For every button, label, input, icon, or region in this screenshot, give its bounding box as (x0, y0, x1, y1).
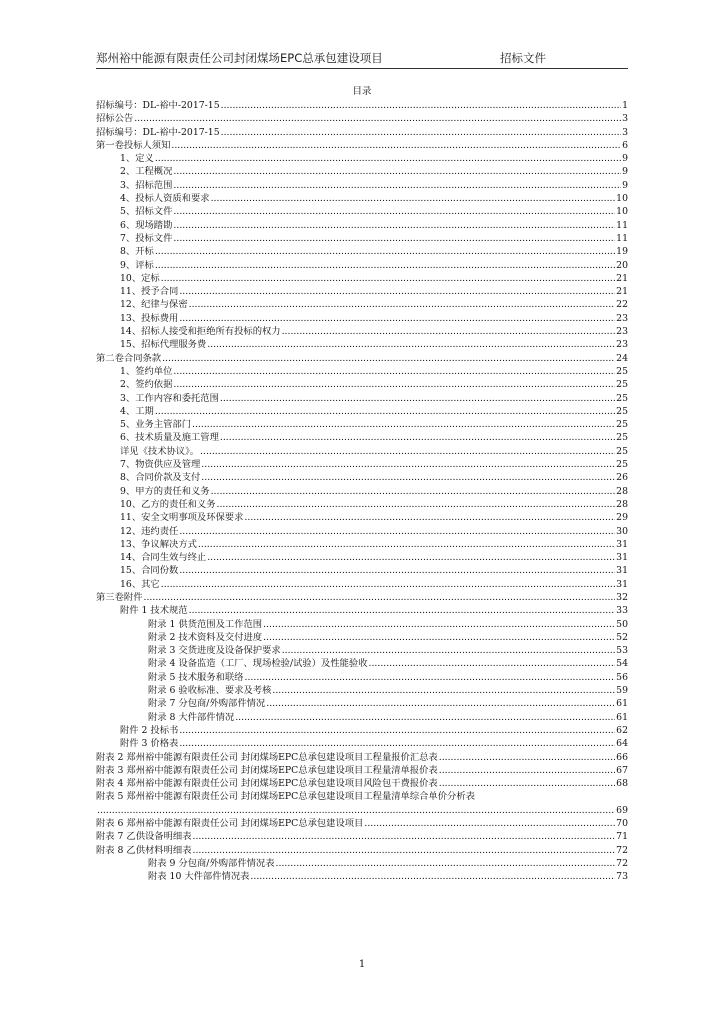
toc-entry-page: 23 (616, 326, 628, 338)
toc-dot-leader (217, 498, 616, 511)
toc-entry-page: 25 (616, 392, 628, 404)
toc-entry-page: 31 (616, 538, 628, 550)
toc-entry[interactable] (96, 538, 628, 551)
toc-dot-leader (155, 259, 615, 272)
toc-entry-title: 4、投标人资质和要求 (120, 193, 210, 205)
toc-entry-page: 25 (616, 365, 628, 377)
toc-dot-leader (207, 551, 615, 564)
toc-dot-leader (179, 564, 615, 577)
toc-entry-page: 9 (622, 166, 628, 178)
toc-entry-page: 25 (616, 419, 628, 431)
toc-entry[interactable] (96, 657, 628, 670)
toc-entry-page: 68 (616, 778, 628, 790)
toc-entry-page: 53 (616, 645, 628, 657)
toc-entry-page: 59 (616, 685, 628, 697)
toc-entry-title: 详见《技术协议》。 (120, 445, 200, 457)
toc-entry-page: 3 (622, 126, 628, 138)
toc-entry-title: 附表 3 郑州裕中能源有限责任公司 封闭煤场EPC总承包建设项目工程量清单报价表 (96, 764, 438, 776)
toc-entry-title: 招标编号：DL-裕中-2017-15 (96, 126, 220, 138)
toc-entry-page: 10 (616, 206, 628, 218)
toc-entry-title: 5、业务主管部门 (120, 419, 191, 431)
toc-entry-page: 28 (616, 485, 628, 497)
toc-entry-title: 附件 3 价格表 (120, 738, 179, 750)
toc-dot-leader (201, 471, 615, 484)
toc-dot-leader (198, 538, 615, 551)
toc-entry[interactable] (96, 485, 628, 498)
toc-entry[interactable] (96, 697, 628, 710)
toc-dot-leader (179, 737, 615, 750)
toc-dot-leader (272, 684, 615, 697)
toc-entry-page: 11 (616, 232, 628, 244)
toc-entry-title: 附录 4 设备监造（工厂、现场检验/试验）及性能验收 (148, 658, 368, 670)
toc-entry-page: 52 (616, 631, 628, 643)
toc-dot-leader (162, 352, 615, 365)
toc-entry-page: 50 (616, 618, 628, 630)
toc-entry[interactable] (96, 272, 628, 285)
toc-dot-leader (200, 445, 615, 458)
toc-entry[interactable] (96, 631, 628, 644)
toc-entry-title: 4、工期 (120, 405, 154, 417)
toc-entry-page: 10 (616, 193, 628, 205)
toc-entry-title: 10、定标 (120, 272, 160, 284)
toc-entry-page: 72 (616, 857, 628, 869)
toc-entry[interactable] (96, 737, 628, 750)
toc-entry[interactable] (96, 152, 628, 165)
toc-entry-title: 附录 1 供货范围及工作范围 (148, 618, 263, 630)
toc-entry[interactable] (96, 511, 628, 524)
toc-entry-page: 25 (616, 432, 628, 444)
toc-entry-page: 21 (616, 286, 628, 298)
toc-entry[interactable] (96, 405, 628, 418)
toc-entry-title: 附表 7 乙供设备明细表 (96, 831, 192, 843)
toc-entry[interactable] (96, 777, 628, 790)
table-of-contents (96, 99, 628, 884)
toc-entry[interactable] (96, 790, 628, 803)
toc-entry-page: 69 (616, 804, 628, 816)
toc-entry-page: 25 (616, 405, 628, 417)
toc-entry[interactable] (96, 551, 628, 564)
toc-entry-page: 66 (616, 751, 628, 763)
toc-entry-title: 12、纪律与保密 (120, 299, 188, 311)
toc-entry-title: 10、乙方的责任和义务 (120, 498, 216, 510)
toc-entry-page: 21 (616, 272, 628, 284)
toc-dot-leader (171, 139, 621, 152)
toc-entry-page: 61 (616, 711, 628, 723)
toc-entry-title: 附录 2 技术资料及交付进度 (148, 631, 263, 643)
toc-entry-page: 67 (616, 764, 628, 776)
toc-entry[interactable] (96, 378, 628, 391)
toc-dot-leader (155, 405, 615, 418)
toc-dot-leader (173, 365, 615, 378)
toc-entry-page: 54 (616, 658, 628, 670)
toc-dot-leader (244, 511, 615, 524)
toc-entry-title: 6、技术质量及施工管理 (120, 432, 219, 444)
toc-entry-title: 7、投标文件 (120, 232, 173, 244)
toc-entry-page: 9 (622, 153, 628, 165)
toc-entry[interactable] (96, 857, 628, 870)
toc-entry-title: 5、招标文件 (120, 206, 173, 218)
toc-dot-leader (179, 525, 615, 538)
toc-dot-leader (179, 285, 615, 298)
toc-entry-title: 11、安全文明事项及环保要求 (120, 512, 244, 524)
toc-entry-title: 15、招标代理服务费 (120, 339, 207, 351)
toc-entry[interactable] (96, 232, 628, 245)
toc-entry-title: 8、开标 (120, 246, 154, 258)
toc-dot-leader (134, 112, 621, 125)
toc-entry-title: 第一卷投标人须知 (96, 139, 171, 151)
toc-entry-page: 25 (616, 445, 628, 457)
header-document-type: 招标文件 (500, 51, 546, 65)
toc-entry-title: 3、招标范围 (120, 179, 173, 191)
toc-entry[interactable] (96, 498, 628, 511)
toc-dot-leader (364, 817, 615, 830)
toc-entry[interactable] (96, 604, 628, 617)
toc-entry-page: 61 (616, 698, 628, 710)
toc-entry-page: 72 (616, 844, 628, 856)
toc-dot-leader (173, 219, 615, 232)
toc-entry-page: 56 (616, 671, 628, 683)
toc-entry[interactable] (96, 591, 628, 604)
toc-dot-leader (439, 777, 615, 790)
toc-entry[interactable] (96, 205, 628, 218)
toc-dot-leader (221, 99, 621, 112)
toc-dot-leader (193, 844, 616, 857)
toc-entry-title: 附录 8 大件部件情况 (148, 711, 235, 723)
toc-dot-leader (155, 245, 615, 258)
toc-entry-page: 71 (616, 831, 628, 843)
toc-dot-leader (173, 378, 615, 391)
toc-entry[interactable] (96, 392, 628, 405)
toc-entry-title: 附件 1 技术规范 (120, 605, 188, 617)
toc-entry-title: 9、甲方的责任和义务 (120, 485, 210, 497)
toc-entry-page: 23 (616, 312, 628, 324)
toc-dot-leader (235, 711, 615, 724)
toc-entry-page: 31 (616, 565, 628, 577)
toc-dot-leader (207, 338, 615, 351)
toc-entry[interactable] (96, 870, 628, 883)
toc-entry-title: 15、合同份数 (120, 565, 179, 577)
toc-dot-leader (263, 618, 615, 631)
toc-dot-leader (97, 804, 615, 817)
toc-dot-leader (250, 870, 615, 883)
toc-entry-title: 招标公告 (96, 113, 134, 125)
toc-dot-leader (220, 431, 615, 444)
toc-entry-page: 1 (622, 100, 628, 111)
toc-entry-title: 12、违约责任 (120, 525, 179, 537)
toc-entry[interactable] (96, 644, 628, 657)
toc-dot-leader (276, 857, 616, 870)
toc-entry[interactable] (96, 126, 628, 139)
toc-entry-page: 31 (616, 552, 628, 564)
toc-entry-page: 31 (616, 578, 628, 590)
toc-entry-page: 26 (616, 472, 628, 484)
toc-entry-title: 13、投标费用 (120, 312, 179, 324)
toc-entry-title: 1、签约单位 (120, 365, 173, 377)
toc-entry[interactable] (96, 844, 628, 857)
toc-dot-leader (282, 325, 616, 338)
toc-entry-page: 28 (616, 498, 628, 510)
toc-dot-leader (221, 126, 621, 139)
toc-entry[interactable] (96, 165, 628, 178)
toc-entry[interactable] (96, 418, 628, 431)
toc-dot-leader (189, 298, 616, 311)
toc-entry-page: 29 (616, 512, 628, 524)
toc-entry-page: 64 (616, 738, 628, 750)
toc-entry[interactable] (96, 99, 628, 112)
toc-entry-page: 24 (616, 352, 628, 364)
toc-dot-leader (173, 179, 621, 192)
toc-entry-title: 7、物资供应及管理 (120, 459, 201, 471)
toc-dot-leader (211, 192, 616, 205)
toc-entry-title: 附表 5 郑州裕中能源有限责任公司 封闭煤场EPC总承包建设项目工程量清单综合单价分析表 (96, 791, 475, 803)
toc-entry[interactable] (96, 684, 628, 697)
toc-entry-title: 第二卷合同条款 (96, 352, 162, 364)
toc-entry-title: 16、其它 (120, 578, 160, 590)
toc-entry[interactable] (96, 431, 628, 444)
toc-entry-title: 附表 10 大件部件情况表 (148, 871, 250, 883)
toc-dot-leader (144, 591, 616, 604)
toc-dot-leader (369, 657, 616, 670)
toc-dot-leader (192, 418, 615, 431)
toc-entry-page: 20 (616, 259, 628, 271)
toc-entry[interactable] (96, 139, 628, 152)
toc-entry-page: 32 (616, 591, 628, 603)
toc-dot-leader (161, 578, 615, 591)
toc-entry-page: 6 (622, 139, 628, 151)
toc-dot-leader (439, 751, 615, 764)
toc-dot-leader (155, 152, 621, 165)
toc-entry-title: 8、合同价款及支付 (120, 472, 201, 484)
toc-dot-leader (173, 165, 621, 178)
toc-entry-title: 附表 4 郑州裕中能源有限责任公司 封闭煤场EPC总承包建设项目风险包干费报价表 (96, 778, 438, 790)
toc-entry[interactable] (96, 259, 628, 272)
toc-dot-leader (189, 604, 616, 617)
toc-entry-title: 6、现场踏勘 (120, 219, 173, 231)
toc-dot-leader (201, 458, 615, 471)
toc-entry-title: 13、争议解决方式 (120, 538, 197, 550)
toc-entry[interactable] (96, 312, 628, 325)
toc-entry-title: 2、签约依据 (120, 379, 173, 391)
toc-entry[interactable] (96, 525, 628, 538)
toc-entry-title: 招标编号：DL-裕中-2017-15 (96, 100, 220, 111)
toc-entry-title: 附录 5 技术服务和联络 (148, 671, 244, 683)
toc-entry-page: 23 (616, 339, 628, 351)
toc-entry-page: 25 (616, 379, 628, 391)
toc-entry[interactable] (96, 618, 628, 631)
toc-dot-leader (439, 764, 615, 777)
toc-entry[interactable] (96, 471, 628, 484)
toc-entry-page: 11 (616, 219, 628, 231)
toc-entry-title: 11、授予合同 (120, 286, 179, 298)
toc-title: 目录 (352, 86, 372, 97)
toc-entry[interactable] (96, 817, 628, 830)
toc-entry-page: 30 (616, 525, 628, 537)
toc-entry-title: 附表 2 郑州裕中能源有限责任公司 封闭煤场EPC总承包建设项目工程量报价汇总表 (96, 751, 438, 763)
toc-entry-title: 14、合同生效与终止 (120, 552, 207, 564)
header-divider (96, 68, 628, 69)
toc-entry[interactable] (96, 179, 628, 192)
toc-entry[interactable] (96, 245, 628, 258)
toc-dot-leader (193, 830, 616, 843)
toc-entry-title: 附录 7 分包商/外购部件情况 (148, 698, 266, 710)
toc-dot-leader (220, 392, 615, 405)
toc-entry[interactable] (96, 578, 628, 591)
toc-entry[interactable] (96, 458, 628, 471)
toc-entry-page: 33 (616, 605, 628, 617)
page-header (96, 50, 628, 66)
toc-dot-leader (245, 671, 616, 684)
toc-entry[interactable] (96, 192, 628, 205)
toc-entry-title: 9、评标 (120, 259, 154, 271)
toc-entry-title: 附表 8 乙供材料明细表 (96, 844, 192, 856)
toc-dot-leader (173, 205, 615, 218)
toc-entry-title: 1、定义 (120, 153, 154, 165)
toc-entry[interactable] (96, 352, 628, 365)
toc-entry[interactable] (96, 671, 628, 684)
toc-entry-page: 73 (616, 871, 628, 883)
toc-entry-title: 附表 9 分包商/外购部件情况表 (148, 857, 275, 869)
toc-entry-page: 25 (616, 459, 628, 471)
toc-entry[interactable] (96, 751, 628, 764)
toc-entry-title: 3、工作内容和委托范围 (120, 392, 219, 404)
toc-entry-title: 附录 6 验收标准、要求及考核 (148, 685, 272, 697)
toc-entry-page: 9 (622, 179, 628, 191)
toc-dot-leader (211, 485, 616, 498)
toc-entry-page: 62 (616, 724, 628, 736)
toc-entry-title: 附录 3 交货进度及设备保护要求 (148, 645, 281, 657)
toc-entry[interactable] (96, 724, 628, 737)
toc-dot-leader (173, 232, 615, 245)
header-project-title: 郑州裕中能源有限责任公司封闭煤场EPC总承包建设项目 (96, 51, 383, 65)
toc-entry-page: 22 (616, 299, 628, 311)
toc-dot-leader (266, 697, 615, 710)
toc-entry[interactable] (96, 219, 628, 232)
toc-entry[interactable] (96, 338, 628, 351)
toc-entry-title: 附表 6 郑州裕中能源有限责任公司 封闭煤场EPC总承包建设项目 (96, 818, 364, 830)
page-number: 1 (358, 959, 366, 970)
toc-dot-leader (179, 312, 615, 325)
toc-entry[interactable] (96, 365, 628, 378)
toc-entry[interactable] (96, 804, 628, 817)
toc-entry[interactable] (96, 711, 628, 724)
toc-entry-page: 70 (616, 818, 628, 830)
toc-entry[interactable] (96, 830, 628, 843)
toc-entry[interactable] (96, 298, 628, 311)
toc-entry-page: 3 (622, 113, 628, 125)
toc-entry-title: 附件 2 投标书 (120, 724, 179, 736)
toc-entry[interactable] (96, 112, 628, 125)
toc-dot-leader (161, 272, 615, 285)
toc-entry[interactable] (96, 764, 628, 777)
toc-entry-page: 19 (616, 246, 628, 258)
toc-entry[interactable] (96, 445, 628, 458)
toc-entry-title: 14、招标人接受和拒绝所有投标的权力 (120, 326, 281, 338)
toc-entry[interactable] (96, 325, 628, 338)
toc-entry[interactable] (96, 285, 628, 298)
toc-dot-leader (282, 644, 615, 657)
toc-entry[interactable] (96, 564, 628, 577)
toc-entry-title: 第三卷附件 (96, 591, 143, 603)
toc-dot-leader (263, 631, 615, 644)
toc-dot-leader (179, 724, 615, 737)
toc-entry-title: 2、工程概况 (120, 166, 173, 178)
